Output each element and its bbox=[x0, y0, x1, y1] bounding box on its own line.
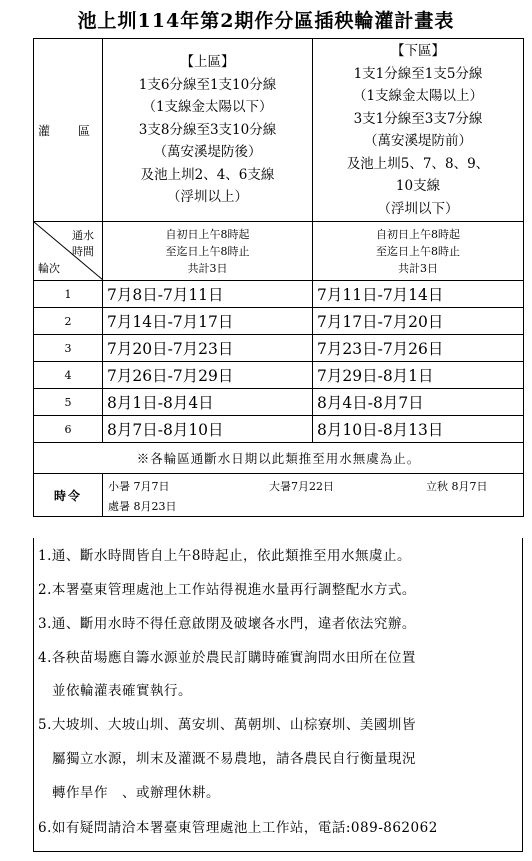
note-line: 5.大坡圳、大坡山圳、萬安圳、萬朝圳、山棕寮圳、美國圳皆 bbox=[38, 717, 416, 733]
lower-dates: 7月17日-7月20日 bbox=[313, 308, 524, 335]
upper-dates: 7月8日-7月11日 bbox=[103, 281, 313, 308]
lower-zone-line: （1支線金太陽以上） bbox=[352, 88, 484, 104]
round-number: 2 bbox=[34, 308, 103, 335]
note-line: 1.通、斷水時間皆自上午8時起止，依此類推至用水無虞止。 bbox=[38, 548, 411, 564]
round-number: 6 bbox=[34, 416, 103, 443]
note-row bbox=[34, 443, 524, 474]
schedule-row bbox=[34, 222, 524, 281]
round-row bbox=[34, 335, 524, 362]
round-row bbox=[34, 389, 524, 416]
lower-zone-line: 1支1分線至1支5分線 bbox=[353, 65, 483, 82]
note-line: 2.本署臺東管理處池上工作站得視進水量再行調整配水方式。 bbox=[38, 582, 416, 598]
upper-dates: 7月14日-7月17日 bbox=[103, 308, 313, 335]
round-note: ※各輪區通斷水日期以此類推至用水無虞為止。 bbox=[34, 443, 524, 474]
zone-label: 灌 區 bbox=[34, 39, 103, 222]
round-row bbox=[34, 416, 524, 443]
round-row bbox=[34, 308, 524, 335]
solar-term-row bbox=[34, 474, 524, 517]
upper-dates: 7月20日-7月23日 bbox=[103, 335, 313, 362]
lower-zone-line: （萬安溪堤防前） bbox=[364, 133, 472, 149]
upper-schedule: 自初日上午8時起 至迄日上午8時止 共計3日 bbox=[103, 222, 313, 281]
lower-dates: 7月11日-7月14日 bbox=[313, 281, 524, 308]
notes-section bbox=[33, 538, 523, 852]
note-line: 轉作旱作 、或辦理休耕。 bbox=[38, 785, 220, 801]
lower-zone-line: （浮圳以下） bbox=[377, 200, 459, 217]
lower-zone-line: 10支線 bbox=[395, 178, 441, 194]
lower-dates: 7月29日-8月1日 bbox=[313, 362, 524, 389]
solar-term: 大暑7月22日 bbox=[269, 480, 334, 493]
note-line: 並依輪灌表確實執行。 bbox=[38, 683, 192, 699]
upper-dates: 8月1日-8月4日 bbox=[103, 389, 313, 416]
page-title: 池上圳114年第2期作分區插秧輪灌計畫表 bbox=[77, 10, 455, 32]
lower-dates: 7月23日-7月26日 bbox=[313, 335, 524, 362]
solar-term: 小暑 7月7日 bbox=[108, 480, 170, 493]
solar-terms bbox=[103, 474, 524, 517]
lower-dates: 8月4日-8月7日 bbox=[313, 389, 524, 416]
round-label: 輪次 bbox=[38, 262, 60, 275]
lower-zone-header: 【下區】 bbox=[391, 43, 445, 59]
upper-zone-line: （萬安溪堤防後） bbox=[153, 144, 262, 161]
upper-zone-line: （1支線金太陽以下） bbox=[142, 99, 273, 116]
upper-dates: 8月7日-8月10日 bbox=[103, 416, 313, 443]
lower-schedule: 自初日上午8時起 至迄日上午8時止 共計3日 bbox=[313, 222, 524, 281]
upper-dates: 7月26日-7月29日 bbox=[103, 362, 313, 389]
solar-term: 立秋 8月7日 bbox=[426, 480, 488, 493]
water-time-label: 通水 時間 bbox=[72, 229, 94, 258]
note-line: 6.如有疑問請洽本署臺東管理處池上工作站，電話:089-862062 bbox=[38, 820, 438, 836]
upper-zone-line: （浮圳以上） bbox=[167, 189, 248, 206]
round-row bbox=[34, 281, 524, 308]
round-row bbox=[34, 362, 524, 389]
upper-zone bbox=[103, 39, 313, 222]
round-number: 3 bbox=[34, 335, 103, 362]
upper-zone-line: 及池上圳2、4、6支線 bbox=[140, 166, 275, 183]
note-line: 3.通、斷用水時不得任意啟閉及破壞各水門，違者依法究辦。 bbox=[38, 616, 416, 632]
lower-zone-line: 3支1分線至3支7分線 bbox=[353, 110, 483, 127]
round-number: 1 bbox=[34, 281, 103, 308]
zone-row bbox=[34, 39, 524, 222]
upper-zone-line: 3支8分線至3支10分線 bbox=[138, 121, 277, 138]
diagonal-header bbox=[34, 222, 103, 281]
note-line: 4.各秧苗場應自籌水源並於農民訂購時確實詢問水田所在位置 bbox=[38, 650, 416, 666]
solar-term: 處暑 8月23日 bbox=[108, 500, 177, 513]
upper-zone-line: 1支6分線至1支10分線 bbox=[138, 76, 277, 93]
note-line: 屬獨立水源，圳末及灌溉不易農地，請各農民自行衡量現況 bbox=[38, 751, 416, 767]
lower-zone-line: 及池上圳5、7、8、9、 bbox=[346, 155, 490, 172]
irrigation-table bbox=[33, 38, 524, 517]
round-number: 5 bbox=[34, 389, 103, 416]
lower-zone bbox=[313, 39, 524, 222]
lower-dates: 8月10日-8月13日 bbox=[313, 416, 524, 443]
solar-term-label: 時令 bbox=[34, 474, 103, 517]
upper-zone-header: 【上區】 bbox=[180, 54, 235, 71]
round-number: 4 bbox=[34, 362, 103, 389]
